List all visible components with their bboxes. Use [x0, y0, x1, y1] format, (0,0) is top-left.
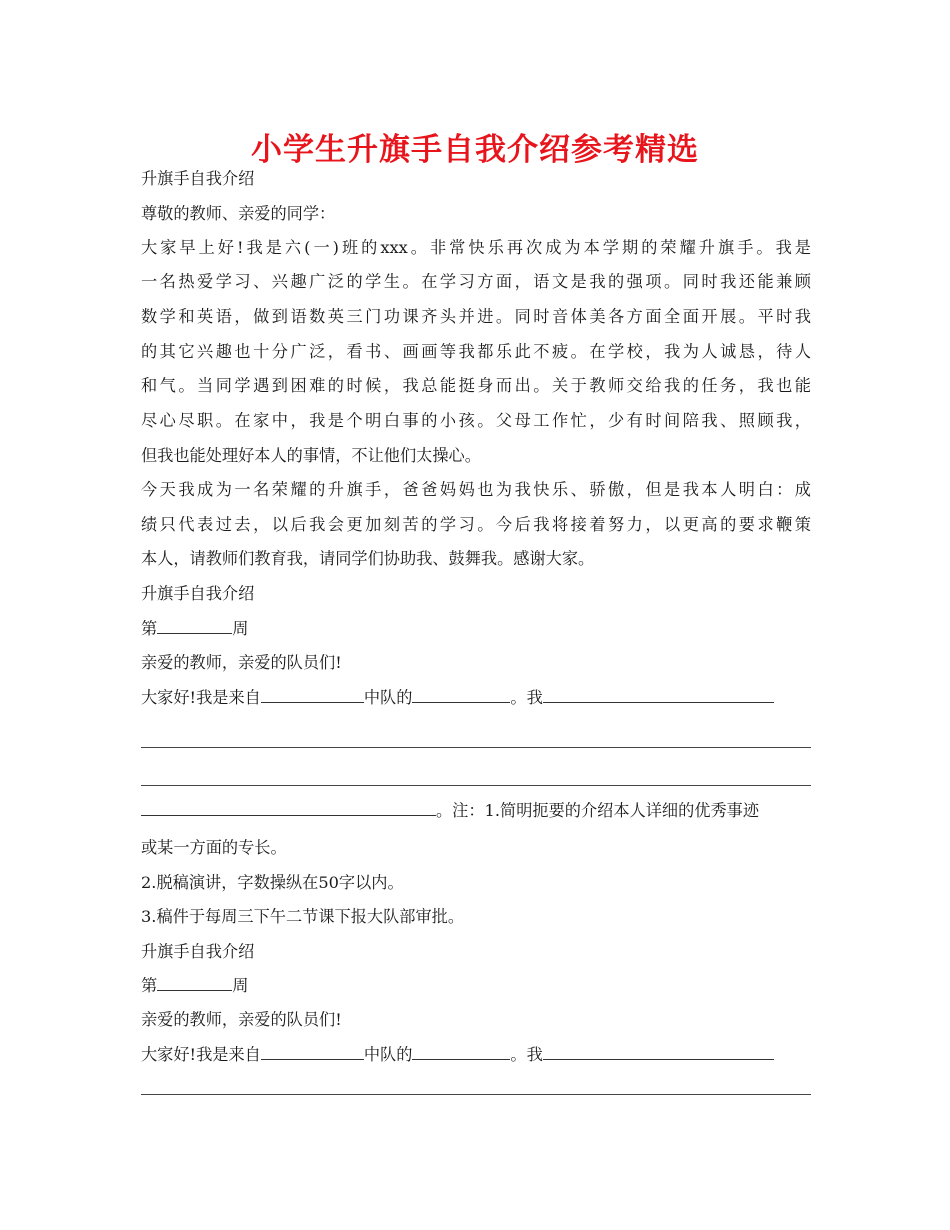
paragraph-line: 尽心尽职。在家中，我是个明白事的小孩。父母工作忙，少有时间陪我、照顾我， [141, 411, 811, 430]
week-line [141, 975, 811, 997]
fill-text: 中队的 [363, 688, 413, 707]
section-heading: 升旗手自我介绍 [141, 169, 255, 188]
salutation: 亲爱的教师，亲爱的队员们! [141, 1010, 342, 1029]
document-title: 小学生升旗手自我介绍参考精选 [251, 132, 699, 168]
section-heading: 升旗手自我介绍 [141, 942, 255, 961]
name-blank [412, 1044, 510, 1060]
week-suffix: 周 [232, 619, 249, 638]
week-blank [157, 975, 232, 991]
paragraph-line: 绩只代表过去，以后我会更加刻苦的学习。今后我将接着努力，以更高的要求鞭策 [141, 515, 811, 534]
salutation: 亲爱的教师，亲爱的队员们! [141, 653, 342, 672]
week-prefix: 第 [141, 619, 158, 638]
paragraph-line: 一名热爱学习、兴趣广泛的学生。在学习方面，语文是我的强项。同时我还能兼顾 [141, 272, 811, 291]
squadron-blank [261, 1044, 364, 1060]
fill-in-line [141, 800, 811, 822]
week-blank [157, 618, 232, 634]
paragraph-line: 的其它兴趣也十分广泛，看书、画画等我都乐此不疲。在学校，我为人诚恳，待人 [141, 342, 811, 361]
squadron-blank [261, 687, 364, 703]
paragraph-line: 今天我成为一名荣耀的升旗手，爸爸妈妈也为我快乐、骄傲，但是我本人明白：成 [141, 480, 811, 499]
fill-text: 大家好!我是来自 [141, 688, 261, 707]
section-heading: 升旗手自我介绍 [141, 584, 255, 603]
week-line [141, 618, 811, 640]
note-line: 2.脱稿演讲，字数操纵在50字以内。 [141, 873, 404, 892]
fill-text: 中队的 [363, 1045, 413, 1064]
paragraph-line: 但我也能处理好本人的事情，不让他们太操心。 [141, 446, 481, 465]
note-line: 3.稿件于每周三下午二节课下报大队部审批。 [141, 907, 465, 926]
intro-blank [543, 687, 774, 703]
blank-line [141, 785, 811, 786]
paragraph-line: 和气。当同学遇到困难的时候，我总能挺身而出。关于教师交给我的任务，我也能 [141, 376, 811, 395]
fill-in-line [141, 687, 811, 709]
intro-blank [141, 800, 436, 816]
paragraph-line: 大家早上好!我是六(一)班的xxx。非常快乐再次成为本学期的荣耀升旗手。我是 [141, 238, 811, 257]
fill-text: 。我 [510, 1045, 543, 1064]
blank-line [141, 747, 811, 748]
paragraph-line: 本人，请教师们教育我，请同学们协助我、鼓舞我。感谢大家。 [141, 549, 595, 568]
week-suffix: 周 [232, 976, 249, 995]
salutation: 尊敬的教师、亲爱的同学： [141, 204, 336, 223]
name-blank [412, 687, 510, 703]
paragraph-line: 数学和英语，做到语数英三门功课齐头并进。同时音体美各方面全面开展。平时我 [141, 307, 811, 326]
intro-blank [543, 1044, 774, 1060]
week-prefix: 第 [141, 976, 158, 995]
blank-line [141, 1094, 811, 1095]
note-line: 或某一方面的专长。 [141, 838, 287, 857]
fill-text: 。我 [510, 688, 543, 707]
fill-text: 大家好!我是来自 [141, 1045, 261, 1064]
fill-in-line [141, 1044, 811, 1066]
note-text: 。注：1.简明扼要的介绍本人详细的优秀事迹 [436, 801, 760, 820]
